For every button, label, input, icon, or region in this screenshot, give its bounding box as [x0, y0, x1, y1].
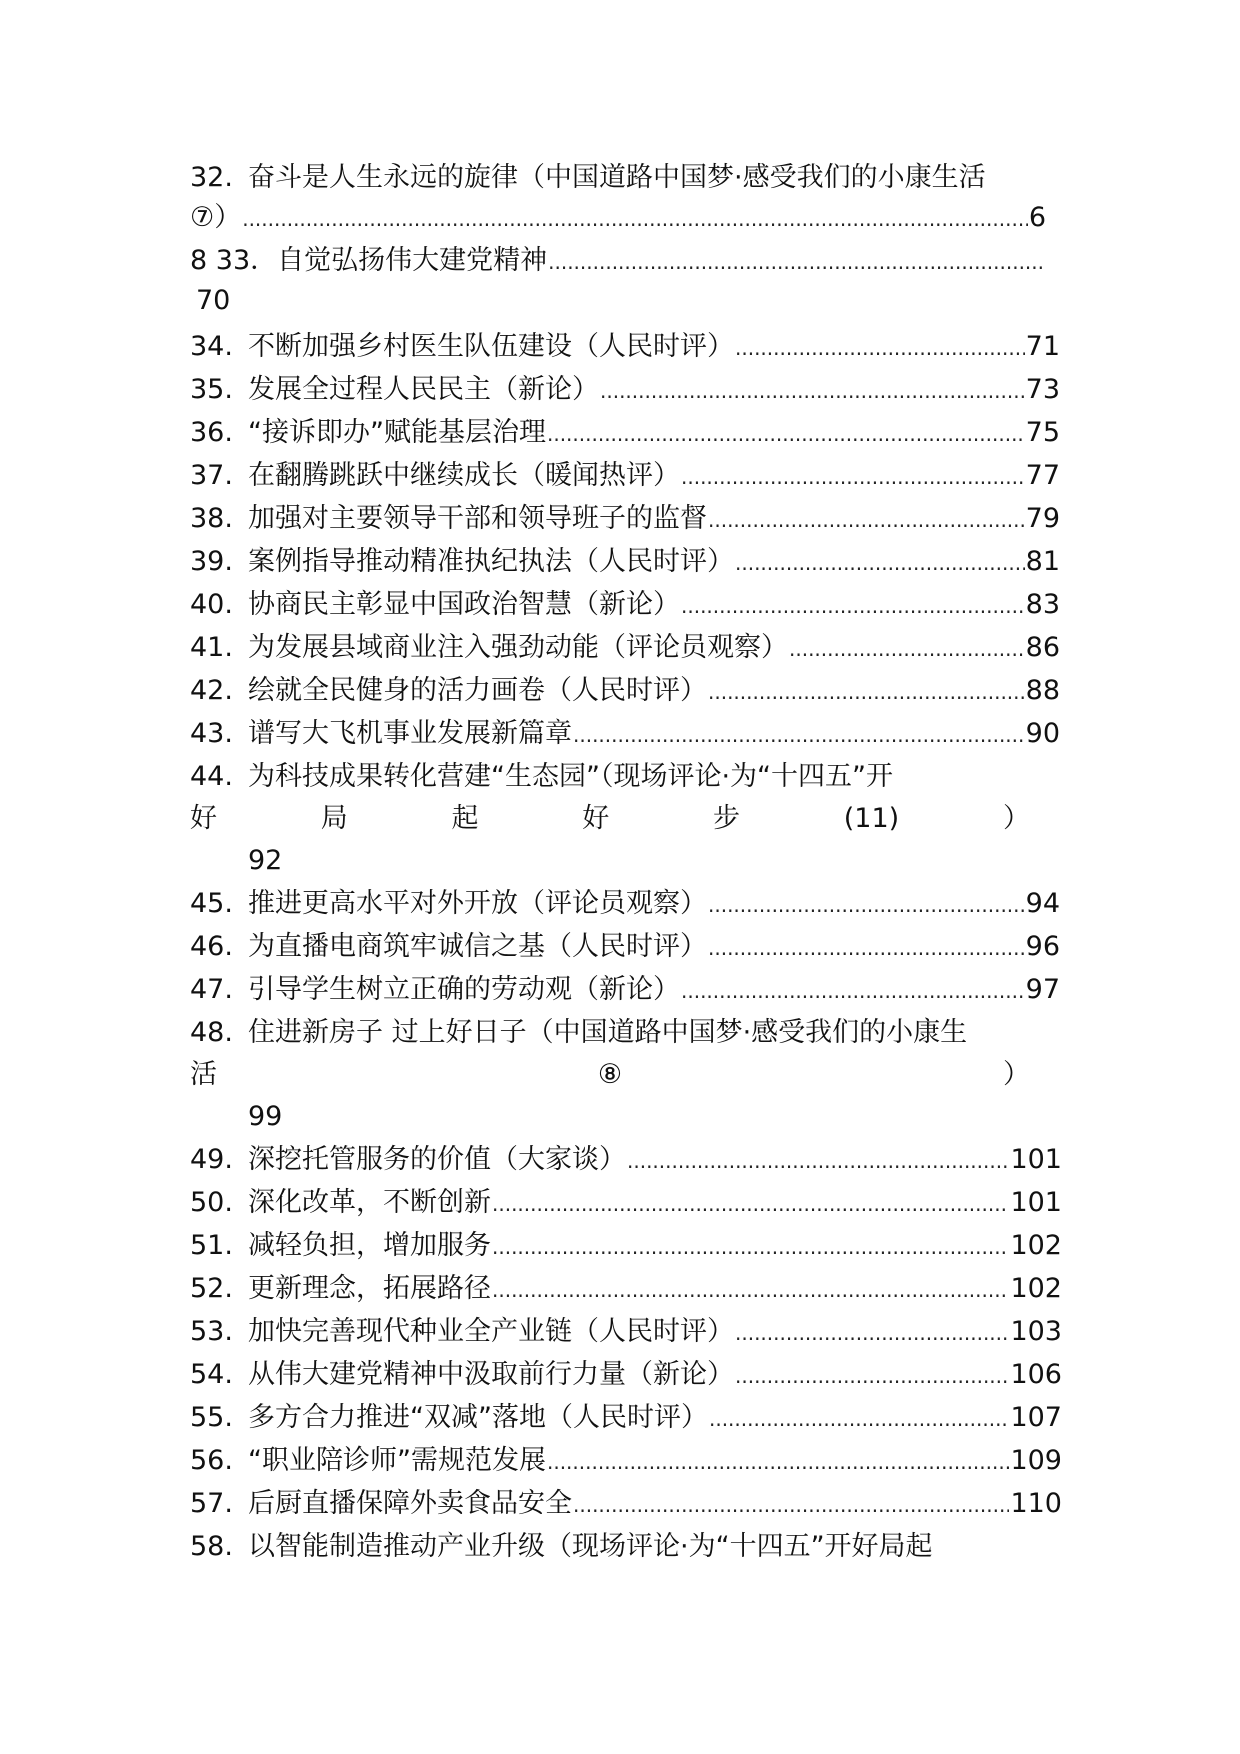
entry-number: 52. — [190, 1273, 233, 1304]
entry-page: 109 — [1010, 1445, 1062, 1476]
entry-page: 94 — [1025, 888, 1060, 919]
dot-leader — [548, 242, 1045, 282]
entry-title: 多方合力推进“双减”落地（人民时评） — [248, 1402, 708, 1433]
entry-title: 推进更高水平对外开放（评论员观察） — [248, 888, 707, 919]
dot-leader — [708, 885, 1025, 925]
entry-page: 90 — [1025, 718, 1060, 749]
entry-page: 107 — [1010, 1402, 1062, 1433]
justified-char: 好 — [582, 803, 610, 834]
entry-number: 37. — [190, 460, 233, 491]
toc-entry[interactable] — [190, 970, 1060, 1010]
toc-entry[interactable] — [190, 1269, 1062, 1309]
dot-leader — [492, 1184, 1009, 1224]
dot-leader — [709, 1399, 1009, 1439]
entry-title: “职业陪诊师”需规范发展 — [248, 1445, 546, 1476]
toc-entry-32-cont[interactable] — [190, 198, 1046, 238]
entry-number: 55. — [190, 1402, 233, 1433]
toc-entry-33-page — [196, 281, 1066, 321]
toc-entry[interactable] — [190, 714, 1060, 754]
dot-leader — [573, 715, 1025, 755]
entry-number: 36. — [190, 417, 233, 448]
dot-leader — [547, 1442, 1009, 1482]
toc-entry[interactable] — [190, 1140, 1062, 1180]
entry-page: 99 — [248, 1101, 283, 1132]
entry-page: 106 — [1010, 1359, 1062, 1390]
dot-leader — [627, 1141, 1009, 1181]
entry-title: 为直播电商筑牢诚信之基（人民时评） — [248, 931, 707, 962]
entry-title: 发展全过程人民民主（新论） — [248, 374, 599, 405]
entry-number: 48. — [190, 1017, 233, 1048]
toc-entry-48[interactable] — [190, 1013, 1060, 1053]
toc-entry[interactable] — [190, 1484, 1062, 1524]
entry-number: 43. — [190, 718, 233, 749]
toc-entry[interactable] — [190, 671, 1060, 711]
toc-entry[interactable] — [190, 413, 1060, 453]
entry-title: “接诉即办”赋能基层治理 — [248, 417, 546, 448]
dot-leader — [708, 500, 1025, 540]
entry-title: 深挖托管服务的价值（大家谈） — [248, 1144, 626, 1175]
toc-entry[interactable] — [190, 628, 1060, 668]
toc-entry[interactable] — [190, 585, 1060, 625]
toc-entry-44-page — [248, 841, 1118, 881]
dot-leader — [735, 1356, 1009, 1396]
dot-leader — [735, 543, 1025, 583]
justified-char: ） — [1002, 803, 1030, 834]
entry-title-cont: ⑦） — [190, 202, 242, 233]
toc-entry[interactable] — [190, 456, 1060, 496]
entry-title: 奋斗是人生永远的旋律（中国道路中国梦·感受我们的小康生活 — [248, 162, 986, 193]
entry-title: 为发展县域商业注入强劲动能（评论员观察） — [248, 632, 788, 663]
entry-number: 44. — [190, 761, 233, 792]
entry-number: 46. — [190, 931, 233, 962]
dot-leader — [600, 371, 1025, 411]
toc-entry-48-cont[interactable] — [190, 1055, 1030, 1095]
justified-char: ） — [1003, 1059, 1030, 1090]
toc-entry[interactable] — [190, 1312, 1062, 1352]
entry-number: 49. — [190, 1144, 233, 1175]
dot-leader — [735, 328, 1025, 368]
entry-title: 在翻腾跳跃中继续成长（暖闻热评） — [248, 460, 680, 491]
entry-title: 案例指导推动精准执纪执法（人民时评） — [248, 546, 734, 577]
entry-number: 35. — [190, 374, 233, 405]
entry-page: 70 — [196, 285, 231, 316]
entry-title: 从伟大建党精神中汲取前行力量（新论） — [248, 1359, 734, 1390]
entry-page: 79 — [1025, 503, 1060, 534]
toc-entry[interactable] — [190, 1441, 1062, 1481]
entry-title: 住进新房子 过上好日子（中国道路中国梦·感受我们的小康生 — [248, 1017, 968, 1048]
entry-title: 减轻负担，增加服务 — [248, 1230, 491, 1261]
entry-title: 绘就全民健身的活力画卷（人民时评） — [248, 675, 707, 706]
entry-page: 110 — [1010, 1488, 1062, 1519]
entry-page: 97 — [1025, 974, 1060, 1005]
toc-entry-44[interactable] — [190, 757, 1060, 797]
entry-page: 103 — [1010, 1316, 1062, 1347]
dot-leader — [492, 1227, 1009, 1267]
entry-number: 54. — [190, 1359, 233, 1390]
entry-page: 83 — [1025, 589, 1060, 620]
entry-number: 38. — [190, 503, 233, 534]
justified-char: (11) — [843, 803, 900, 834]
toc-entry[interactable] — [190, 499, 1060, 539]
entry-number: 53. — [190, 1316, 233, 1347]
dot-leader — [789, 629, 1025, 669]
entry-page: 101 — [1010, 1144, 1062, 1175]
entry-number: 58. — [190, 1531, 233, 1562]
justified-char: 起 — [451, 803, 479, 834]
entry-number: 50. — [190, 1187, 233, 1218]
toc-entry[interactable] — [190, 927, 1060, 967]
entry-number: 57. — [190, 1488, 233, 1519]
entry-title: 加快完善现代种业全产业链（人民时评） — [248, 1316, 734, 1347]
entry-page: 75 — [1025, 417, 1060, 448]
toc-entry-32[interactable] — [190, 158, 1060, 198]
toc-entry[interactable] — [190, 884, 1060, 924]
entry-number: 42. — [190, 675, 233, 706]
dot-leader — [681, 586, 1025, 626]
entry-title: 后厨直播保障外卖食品安全 — [248, 1488, 572, 1519]
justified-char: 步 — [713, 803, 740, 834]
entry-title: 以智能制造推动产业升级（现场评论·为“十四五”开好局起 — [248, 1531, 933, 1562]
entry-title: 不断加强乡村医生队伍建设（人民时评） — [248, 331, 734, 362]
entry-number: 51. — [190, 1230, 233, 1261]
toc-entry-44-cont[interactable] — [190, 799, 1030, 839]
toc-entry[interactable] — [190, 327, 1060, 367]
dot-leader — [547, 414, 1025, 454]
entry-page: 73 — [1025, 374, 1060, 405]
justified-char: 局 — [320, 803, 348, 834]
dot-leader — [681, 457, 1025, 497]
entry-page: 81 — [1025, 546, 1060, 577]
dot-leader — [492, 1270, 1009, 1310]
entry-page: 77 — [1025, 460, 1060, 491]
entry-title: 谱写大飞机事业发展新篇章 — [248, 718, 572, 749]
entry-number: 40. — [190, 589, 233, 620]
entry-title: 协商民主彰显中国政治智慧（新论） — [248, 589, 680, 620]
entry-page: 101 — [1010, 1187, 1062, 1218]
dot-leader — [708, 672, 1025, 712]
entry-title: 引导学生树立正确的劳动观（新论） — [248, 974, 680, 1005]
dot-leader — [681, 971, 1025, 1011]
justified-char: 好 — [190, 803, 217, 834]
toc-entry[interactable] — [190, 1355, 1062, 1395]
toc-entry-33[interactable] — [190, 241, 1046, 281]
toc-entry[interactable] — [190, 1226, 1062, 1266]
entry-page: 92 — [248, 845, 283, 876]
entry-page: 102 — [1010, 1273, 1062, 1304]
toc-entry[interactable] — [190, 542, 1060, 582]
entry-number: 45. — [190, 888, 233, 919]
toc-entry[interactable] — [190, 1183, 1062, 1223]
justified-char: ⑧ — [597, 1059, 623, 1090]
entry-page: 102 — [1010, 1230, 1062, 1261]
entry-page: 86 — [1025, 632, 1060, 663]
entry-title: 深化改革，不断创新 — [248, 1187, 491, 1218]
entry-number: 32. — [190, 162, 233, 193]
entry-number: 56. — [190, 1445, 233, 1476]
entry-title: 加强对主要领导干部和领导班子的监督 — [248, 503, 707, 534]
entry-page: 88 — [1025, 675, 1060, 706]
entry-page: 96 — [1025, 931, 1060, 962]
entry-page: 6 — [1028, 202, 1046, 233]
entry-number: 34. — [190, 331, 233, 362]
entry-title: 更新理念，拓展路径 — [248, 1273, 491, 1304]
toc-entry-58[interactable] — [190, 1527, 1060, 1567]
justified-char: 活 — [190, 1059, 217, 1090]
entry-number: 41. — [190, 632, 233, 663]
toc-entry[interactable] — [190, 1398, 1062, 1438]
toc-entry-48-page — [248, 1097, 1118, 1137]
dot-leader — [242, 199, 1028, 239]
entry-number: 47. — [190, 974, 233, 1005]
dot-leader — [735, 1313, 1009, 1353]
dot-leader — [708, 928, 1025, 968]
dot-leader — [573, 1485, 1009, 1525]
entry-number-prefix: 8 33． — [190, 245, 278, 276]
entry-page: 71 — [1025, 331, 1060, 362]
toc-entry[interactable] — [190, 370, 1060, 410]
entry-title: 为科技成果转化营建“生态园”（现场评论·为“十四五”开 — [248, 761, 894, 792]
entry-title: 自觉弘扬伟大建党精神 — [277, 245, 548, 276]
entry-number: 39. — [190, 546, 233, 577]
